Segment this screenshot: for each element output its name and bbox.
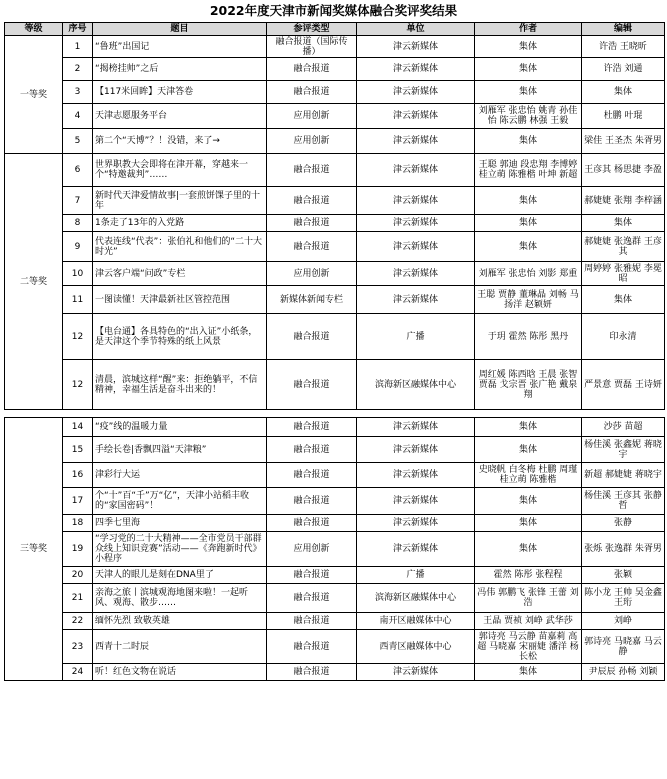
number-cell: 7: [63, 187, 93, 215]
header-author: 作者: [475, 23, 582, 36]
editor-cell: 王彦其 杨思捷 李盈: [582, 154, 665, 187]
title-cell: 第二个“天博”？！没错，来了→: [93, 129, 267, 154]
editor-cell: 杨佳溪 张鑫妮 蒋晓宇: [582, 437, 665, 463]
editor-cell: 张烁 张逸群 朱胥男: [582, 532, 665, 567]
table-row: [5, 36, 665, 58]
title-cell: 1条走了13年的入党路: [93, 215, 267, 232]
title-cell: 四季七里海: [93, 515, 267, 532]
author-cell: 刘雁军 张忠怡 刘影 郑重: [475, 262, 582, 286]
type-cell: 融合报道: [267, 488, 357, 515]
unit-cell: 津云新媒体: [357, 488, 475, 515]
unit-cell: 津云新媒体: [357, 104, 475, 129]
author-cell: 集体: [475, 215, 582, 232]
type-cell: 融合报道: [267, 58, 357, 81]
author-cell: 集体: [475, 36, 582, 58]
unit-cell: 津云新媒体: [357, 532, 475, 567]
table-row: [5, 664, 665, 681]
header-editor: 编辑: [582, 23, 665, 36]
number-cell: 16: [63, 463, 93, 488]
type-cell: 融合报道: [267, 187, 357, 215]
type-cell: 新媒体新闻专栏: [267, 286, 357, 314]
title-cell: 新时代天津爱情故事|一套煎饼馃子里的十年: [93, 187, 267, 215]
number-cell: 18: [63, 515, 93, 532]
section-gap: [5, 410, 665, 418]
unit-cell: 津云新媒体: [357, 286, 475, 314]
unit-cell: 津云新媒体: [357, 437, 475, 463]
number-cell: 15: [63, 437, 93, 463]
table-row: [5, 104, 665, 129]
title-cell: “揭榜挂帅”之后: [93, 58, 267, 81]
grade-cell: 二等奖: [5, 154, 63, 410]
type-cell: 应用创新: [267, 104, 357, 129]
type-cell: 融合报道: [267, 314, 357, 360]
editor-cell: 许浩 王晓昕: [582, 36, 665, 58]
author-cell: 于玥 霍然 陈彤 黑丹: [475, 314, 582, 360]
type-cell: 融合报道: [267, 613, 357, 630]
author-cell: 王聪 贾静 董琳晶 刘畅 马扬洋 赵颖妍: [475, 286, 582, 314]
type-cell: 融合报道: [267, 360, 357, 410]
table-row: [5, 532, 665, 567]
title-cell: “学习党的二十大精神——全市党员干部群众线上知识竞赛”活动——《奔跑新时代》小程序: [93, 532, 267, 567]
table-row: [5, 418, 665, 437]
author-cell: 集体: [475, 418, 582, 437]
page-title: 2022年度天津市新闻奖媒体融合奖评奖结果: [209, 3, 458, 18]
number-cell: 9: [63, 232, 93, 262]
editor-cell: 印永清: [582, 314, 665, 360]
table-body: [5, 36, 665, 681]
number-cell: 19: [63, 532, 93, 567]
unit-cell: 津云新媒体: [357, 463, 475, 488]
type-cell: 融合报道: [267, 567, 357, 584]
table-row: [5, 584, 665, 613]
header-title: 题目: [93, 23, 267, 36]
author-cell: 史晓帆 白冬梅 杜鹏 周瑾 桂立萌 陈雅楷: [475, 463, 582, 488]
header-type: 参评类型: [267, 23, 357, 36]
table-row: [5, 215, 665, 232]
table-row: [5, 187, 665, 215]
type-cell: 应用创新: [267, 129, 357, 154]
title-cell: 一图读懂！天津最新社区管控范围: [93, 286, 267, 314]
unit-cell: 津云新媒体: [357, 129, 475, 154]
title-cell: 个“十”百“千”万“亿”，天津小站稻丰收的“家国密码”！: [93, 488, 267, 515]
author-cell: 郭诗亮 马云静 苗嘉莉 高超 马晓嘉 宋丽婕 潘洋 杨长松: [475, 630, 582, 664]
unit-cell: 津云新媒体: [357, 154, 475, 187]
table-row: [5, 463, 665, 488]
type-cell: 融合报道: [267, 584, 357, 613]
unit-cell: 津云新媒体: [357, 515, 475, 532]
author-cell: 王晶 贾祯 刘峥 武华莎: [475, 613, 582, 630]
number-cell: 20: [63, 567, 93, 584]
editor-cell: 新超 郝婕婕 蒋晓宇: [582, 463, 665, 488]
editor-cell: 刘峥: [582, 613, 665, 630]
number-cell: 10: [63, 262, 93, 286]
author-cell: 冯伟 郭鹏飞 张锋 王蕾 刘浩: [475, 584, 582, 613]
title-cell: 【117米回眸】天津答卷: [93, 81, 267, 104]
unit-cell: 津云新媒体: [357, 58, 475, 81]
type-cell: 应用创新: [267, 532, 357, 567]
editor-cell: 梁佳 王圣杰 朱胥男: [582, 129, 665, 154]
author-cell: 集体: [475, 81, 582, 104]
grade-cell: 一等奖: [5, 36, 63, 154]
editor-cell: 杜鹏 叶琨: [582, 104, 665, 129]
title-cell: 津彩行大运: [93, 463, 267, 488]
number-cell: 3: [63, 81, 93, 104]
type-cell: 融合报道: [267, 232, 357, 262]
title-cell: 西青十二时辰: [93, 630, 267, 664]
type-cell: 融合报道: [267, 630, 357, 664]
unit-cell: 津云新媒体: [357, 36, 475, 58]
number-cell: 6: [63, 154, 93, 187]
table-row: [5, 314, 665, 360]
type-cell: 融合报道: [267, 215, 357, 232]
table-row: [5, 630, 665, 664]
table-row: [5, 58, 665, 81]
author-cell: 集体: [475, 187, 582, 215]
table-row: [5, 613, 665, 630]
type-cell: 融合报道: [267, 437, 357, 463]
header-unit: 单位: [357, 23, 475, 36]
unit-cell: 西青区融媒体中心: [357, 630, 475, 664]
table-row: [5, 360, 665, 410]
grade-cell: 三等奖: [5, 418, 63, 681]
author-cell: 集体: [475, 58, 582, 81]
number-cell: 21: [63, 584, 93, 613]
title-cell: 清晨，滨城这样“醒”来：拒绝躺平，不信精神，幸福生活是奋斗出来的！: [93, 360, 267, 410]
unit-cell: 津云新媒体: [357, 215, 475, 232]
table-row: [5, 129, 665, 154]
author-cell: 王聪 郭迪 段忠翔 李博婷 桂立萌 陈雅楷 叶坤 新超: [475, 154, 582, 187]
title-cell: 代表连线“代表”：张伯礼和他们的“二十大时光”: [93, 232, 267, 262]
title-cell: 缅怀先烈 致敬英雄: [93, 613, 267, 630]
section-gap-cell: [5, 410, 665, 418]
unit-cell: 广播: [357, 567, 475, 584]
unit-cell: 滨海新区融媒体中心: [357, 584, 475, 613]
editor-cell: 郭诗亮 马晓嘉 马云静: [582, 630, 665, 664]
unit-cell: 津云新媒体: [357, 664, 475, 681]
type-cell: 融合报道: [267, 515, 357, 532]
results-table: [4, 22, 665, 681]
editor-cell: 张颖: [582, 567, 665, 584]
table-row: [5, 232, 665, 262]
title-cell: 天津人的眼儿是刻在DNA里了: [93, 567, 267, 584]
editor-cell: 郝婕婕 张逸群 王彦其: [582, 232, 665, 262]
title-cell: 天津志愿服务平台: [93, 104, 267, 129]
table-row: [5, 515, 665, 532]
number-cell: 14: [63, 418, 93, 437]
table-row: [5, 488, 665, 515]
number-cell: 12: [63, 360, 93, 410]
header-grade: 等级: [5, 23, 63, 36]
table-row: [5, 262, 665, 286]
table-row: [5, 154, 665, 187]
type-cell: 融合报道: [267, 664, 357, 681]
table-row: [5, 81, 665, 104]
editor-cell: 陈小龙 王帅 吴金鑫 王珩: [582, 584, 665, 613]
number-cell: 11: [63, 286, 93, 314]
editor-cell: 集体: [582, 81, 665, 104]
author-cell: 集体: [475, 488, 582, 515]
author-cell: 霍然 陈彤 张程程: [475, 567, 582, 584]
header-number: 序号: [63, 23, 93, 36]
table-row: [5, 567, 665, 584]
title-cell: “鲁班”出国记: [93, 36, 267, 58]
number-cell: 22: [63, 613, 93, 630]
unit-cell: 津云新媒体: [357, 418, 475, 437]
type-cell: 融合报道: [267, 463, 357, 488]
unit-cell: 津云新媒体: [357, 81, 475, 104]
editor-cell: 周婷婷 张雅妮 李冕昭: [582, 262, 665, 286]
number-cell: 12: [63, 314, 93, 360]
number-cell: 1: [63, 36, 93, 58]
number-cell: 5: [63, 129, 93, 154]
editor-cell: 张静: [582, 515, 665, 532]
author-cell: 集体: [475, 515, 582, 532]
editor-cell: 沙莎 苗超: [582, 418, 665, 437]
editor-cell: 集体: [582, 215, 665, 232]
number-cell: 24: [63, 664, 93, 681]
unit-cell: 津云新媒体: [357, 262, 475, 286]
table-header-row: [5, 23, 665, 36]
type-cell: 融合报道: [267, 418, 357, 437]
number-cell: 8: [63, 215, 93, 232]
title-cell: 津云客户端“问政”专栏: [93, 262, 267, 286]
author-cell: 刘雁军 张忠怡 姚青 孙佳怡 陈云鹏 林强 王毅: [475, 104, 582, 129]
editor-cell: 尹辰辰 孙畅 刘颖: [582, 664, 665, 681]
unit-cell: 滨海新区融媒体中心: [357, 360, 475, 410]
editor-cell: 许浩 刘通: [582, 58, 665, 81]
table-row: [5, 286, 665, 314]
editor-cell: 郝婕婕 张翔 李梓涵: [582, 187, 665, 215]
number-cell: 23: [63, 630, 93, 664]
table-row: [5, 437, 665, 463]
number-cell: 4: [63, 104, 93, 129]
number-cell: 17: [63, 488, 93, 515]
unit-cell: 津云新媒体: [357, 232, 475, 262]
unit-cell: 南开区融媒体中心: [357, 613, 475, 630]
number-cell: 2: [63, 58, 93, 81]
unit-cell: 津云新媒体: [357, 187, 475, 215]
title-cell: “疫”线的温暖力量: [93, 418, 267, 437]
type-cell: 融合报道: [267, 154, 357, 187]
author-cell: 集体: [475, 532, 582, 567]
author-cell: 集体: [475, 664, 582, 681]
author-cell: 集体: [475, 437, 582, 463]
title-cell: 【电台通】各具特色的“出入证”小纸条，是天津这个季节特殊的纸上风景: [93, 314, 267, 360]
title-cell: 听！红色文物在说话: [93, 664, 267, 681]
editor-cell: 严景意 贾磊 王诗妍: [582, 360, 665, 410]
author-cell: 周红媛 陈西晗 王晨 张智 贾磊 戈宗晋 张广艳 戴泉翔: [475, 360, 582, 410]
editor-cell: 杨佳溪 王彦其 张静哲: [582, 488, 665, 515]
title-cell: 世界职教大会即将在津开幕，穿越来一个“特邀裁判”……: [93, 154, 267, 187]
author-cell: 集体: [475, 129, 582, 154]
type-cell: 融合报道: [267, 81, 357, 104]
title-cell: 手绘长卷|香飘四溢“天津粮”: [93, 437, 267, 463]
title-cell: 亲海之旅丨滨城观海地图来啦！一起听风、观海、散步……: [93, 584, 267, 613]
unit-cell: 广播: [357, 314, 475, 360]
author-cell: 集体: [475, 232, 582, 262]
type-cell: 应用创新: [267, 262, 357, 286]
editor-cell: 集体: [582, 286, 665, 314]
type-cell: 融合报道（国际传播）: [267, 36, 357, 58]
